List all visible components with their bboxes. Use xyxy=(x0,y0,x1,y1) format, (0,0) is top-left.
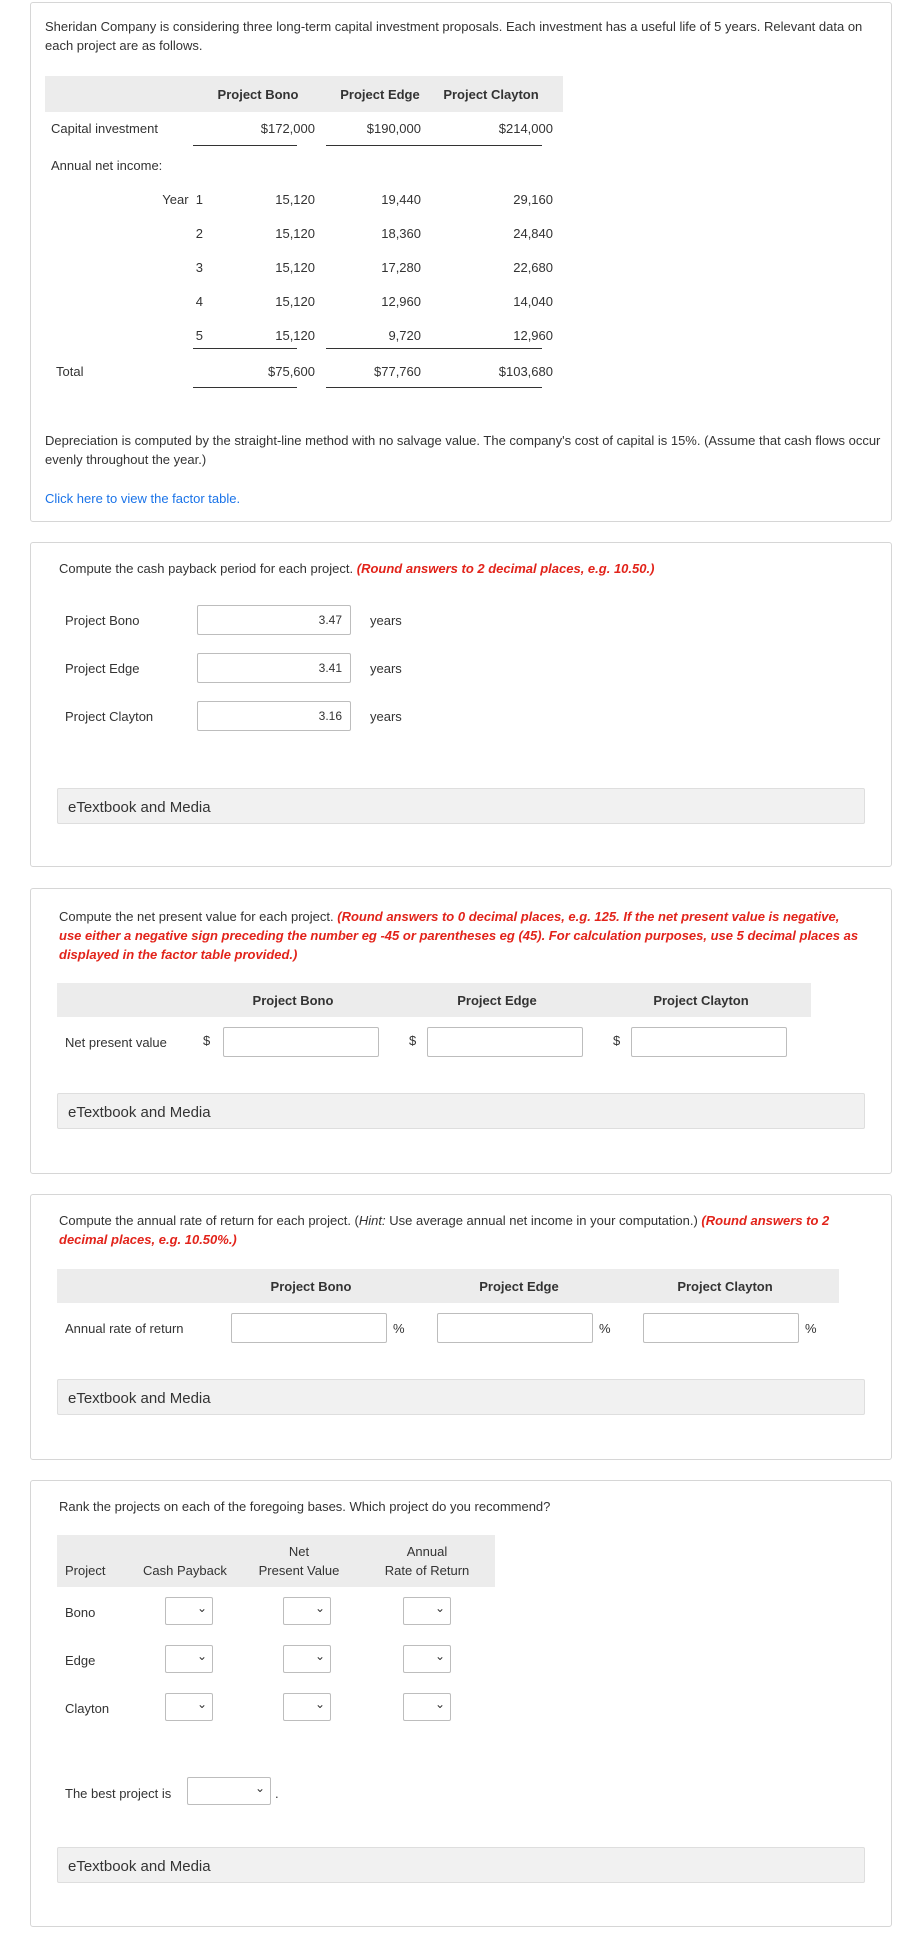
arr-input-clayton[interactable] xyxy=(643,1313,799,1343)
rank-select-npv-clayton[interactable] xyxy=(283,1693,331,1721)
payback-label-edge: Project Edge xyxy=(65,661,140,676)
depreciation-note: Depreciation is computed by the straight-line method with no salvage value. The company's cost of capital is 15%. (Assume that cash flows occur evenly throughout the year.) xyxy=(45,433,881,467)
chevron-down-icon: ⌄ xyxy=(314,1601,325,1615)
rank-select-payback-bono[interactable] xyxy=(165,1597,213,1625)
total-bono: $75,600 xyxy=(268,364,315,379)
year-value: 12,960 xyxy=(513,328,553,343)
rank-select-payback-clayton[interactable] xyxy=(165,1693,213,1721)
header-edge: Project Edge xyxy=(340,87,420,102)
npv-panel xyxy=(30,888,892,1174)
header-clayton: Project Clayton xyxy=(443,87,539,102)
total-overline-clayton xyxy=(429,348,542,349)
rank-select-arr-edge[interactable] xyxy=(403,1645,451,1673)
total-clayton: $103,680 xyxy=(498,364,553,379)
year-value: 18,360 xyxy=(381,226,421,241)
capital-bono: $172,000 xyxy=(260,121,315,136)
year-value: 15,120 xyxy=(275,192,315,207)
arr-header-clayton: Project Clayton xyxy=(677,1279,773,1294)
payback-label-clayton: Project Clayton xyxy=(65,709,154,724)
payback-instructions: (Round answers to 2 decimal places, e.g. 10.50.) xyxy=(356,561,655,576)
arr-panel xyxy=(30,1194,892,1460)
npv-header-bono: Project Bono xyxy=(252,993,334,1008)
col-cash-payback: Cash Payback xyxy=(143,1563,227,1578)
year-value: 29,160 xyxy=(513,192,553,207)
npv-header-clayton: Project Clayton xyxy=(653,993,749,1008)
etextbook-media-bar[interactable] xyxy=(57,1847,865,1883)
capital-underline-clayton xyxy=(429,145,542,146)
capital-edge: $190,000 xyxy=(366,121,421,136)
payback-input-bono[interactable] xyxy=(197,605,351,635)
rank-select-arr-bono[interactable] xyxy=(403,1597,451,1625)
etextbook-media-label: eTextbook and Media xyxy=(68,1390,211,1407)
arr-input-edge[interactable] xyxy=(437,1313,593,1343)
best-project-label: The best project is xyxy=(65,1786,172,1801)
rank-select-arr-clayton[interactable] xyxy=(403,1693,451,1721)
chevron-down-icon: ⌄ xyxy=(196,1697,207,1711)
npv-row-label: Net present value xyxy=(65,1035,167,1050)
year-value: 12,960 xyxy=(381,294,421,309)
ranking-header-bar xyxy=(57,1535,495,1587)
intro-text: Sheridan Company is considering three long-term capital investment proposals. Each investment has a useful life of 5 years. Relevant data on each project are as follows. xyxy=(45,19,863,53)
total-edge: $77,760 xyxy=(374,364,421,379)
npv-prompt: Compute the net present value for each project. xyxy=(59,909,334,924)
payback-prompt: Compute the cash payback period for each project. xyxy=(59,561,354,576)
year-value: 15,120 xyxy=(275,294,315,309)
npv-instructions: (Round answers to 0 decimal places, e.g. 125. If the net present value is negative, use either a negative sign preceding the number eg -45 or parentheses eg (45). For calculation purposes, use 5 decimal places as displayed in the factor table provided.) xyxy=(59,909,859,962)
capital-clayton: $214,000 xyxy=(498,121,553,136)
year-value: 17,280 xyxy=(381,260,421,275)
chevron-down-icon: ⌄ xyxy=(196,1649,207,1663)
etextbook-media-label: eTextbook and Media xyxy=(68,799,211,816)
chevron-down-icon: ⌄ xyxy=(254,1781,265,1795)
best-project-select[interactable] xyxy=(187,1777,271,1805)
arr-hint-text: Use average annual net income in your computation.) xyxy=(385,1213,702,1228)
capital-underline-edge xyxy=(326,145,430,146)
total-overline-bono xyxy=(193,348,297,349)
chevron-down-icon: ⌄ xyxy=(314,1697,325,1711)
payback-panel xyxy=(30,542,892,867)
etextbook-media-bar[interactable] xyxy=(57,788,865,824)
currency-symbol: $ xyxy=(613,1033,621,1048)
total-overline-edge xyxy=(326,348,430,349)
ranking-prompt: Rank the projects on each of the foregoing bases. Which project do you recommend? xyxy=(59,1499,551,1514)
year-value: 15,120 xyxy=(275,226,315,241)
arr-hint-label: Hint: xyxy=(358,1213,386,1228)
year-label: 3 xyxy=(195,260,203,275)
payback-question xyxy=(59,561,654,576)
etextbook-media-bar[interactable] xyxy=(57,1379,865,1415)
payback-unit: years xyxy=(370,661,402,676)
year-label: 2 xyxy=(195,226,203,241)
currency-symbol: $ xyxy=(409,1033,417,1048)
col-arr-line1: Annual xyxy=(406,1544,448,1559)
npv-input-edge[interactable] xyxy=(427,1027,583,1057)
arr-prompt: Compute the annual rate of return for each project. ( xyxy=(59,1213,359,1228)
col-npv-line2: Present Value xyxy=(258,1563,340,1578)
rank-select-npv-edge[interactable] xyxy=(283,1645,331,1673)
factor-table-link[interactable]: Click here to view the factor table. xyxy=(45,491,241,506)
npv-input-clayton[interactable] xyxy=(631,1027,787,1057)
total-underline-clayton xyxy=(429,387,542,388)
chevron-down-icon: ⌄ xyxy=(314,1649,325,1663)
etextbook-media-bar[interactable] xyxy=(57,1093,865,1129)
capital-underline-bono xyxy=(193,145,297,146)
rank-row-label: Bono xyxy=(65,1605,96,1620)
col-npv-line1: Net xyxy=(288,1544,310,1559)
payback-label-bono: Project Bono xyxy=(65,613,140,628)
year-value: 15,120 xyxy=(275,328,315,343)
col-arr-line2: Rate of Return xyxy=(384,1563,470,1578)
chevron-down-icon: ⌄ xyxy=(434,1649,445,1663)
payback-unit: years xyxy=(370,613,402,628)
payback-input-edge[interactable] xyxy=(197,653,351,683)
best-project-suffix: . xyxy=(275,1786,279,1801)
arr-header-edge: Project Edge xyxy=(479,1279,559,1294)
total-label: Total xyxy=(56,364,84,379)
percent-symbol: % xyxy=(805,1321,817,1336)
year-value: 9,720 xyxy=(388,328,421,343)
etextbook-media-label: eTextbook and Media xyxy=(68,1104,211,1121)
rank-select-payback-edge[interactable] xyxy=(165,1645,213,1673)
year-value: 22,680 xyxy=(513,260,553,275)
etextbook-media-label: eTextbook and Media xyxy=(68,1858,211,1875)
chevron-down-icon: ⌄ xyxy=(434,1697,445,1711)
year-value: 14,040 xyxy=(513,294,553,309)
col-project: Project xyxy=(65,1563,106,1578)
payback-unit: years xyxy=(370,709,402,724)
income-label: Annual net income: xyxy=(51,158,163,173)
arr-input-bono[interactable] xyxy=(231,1313,387,1343)
ranking-panel xyxy=(30,1480,892,1927)
arr-instructions: (Round answers to 2 decimal places, e.g. 10.50%.) xyxy=(59,1213,830,1247)
rank-row-label: Edge xyxy=(65,1653,96,1668)
payback-input-clayton[interactable] xyxy=(197,701,351,731)
chevron-down-icon: ⌄ xyxy=(196,1601,207,1615)
year-label: 5 xyxy=(195,328,203,343)
problem-panel xyxy=(30,2,892,522)
year-value: 15,120 xyxy=(275,260,315,275)
percent-symbol: % xyxy=(599,1321,611,1336)
chevron-down-icon: ⌄ xyxy=(434,1601,445,1615)
year-label: 4 xyxy=(195,294,203,309)
capital-label: Capital investment xyxy=(51,121,158,136)
year-value: 24,840 xyxy=(513,226,553,241)
rank-select-npv-bono[interactable] xyxy=(283,1597,331,1625)
rank-row-label: Clayton xyxy=(65,1701,110,1716)
arr-question xyxy=(59,1211,879,1249)
currency-symbol: $ xyxy=(203,1033,211,1048)
arr-header-bono: Project Bono xyxy=(270,1279,352,1294)
header-bono: Project Bono xyxy=(217,87,299,102)
total-underline-edge xyxy=(326,387,430,388)
arr-row-label: Annual rate of return xyxy=(65,1321,184,1336)
year-value: 19,440 xyxy=(381,192,421,207)
total-underline-bono xyxy=(193,387,297,388)
percent-symbol: % xyxy=(393,1321,405,1336)
npv-header-edge: Project Edge xyxy=(457,993,537,1008)
npv-question xyxy=(59,907,859,964)
year-label: Year 1 xyxy=(162,192,203,207)
npv-input-bono[interactable] xyxy=(223,1027,379,1057)
